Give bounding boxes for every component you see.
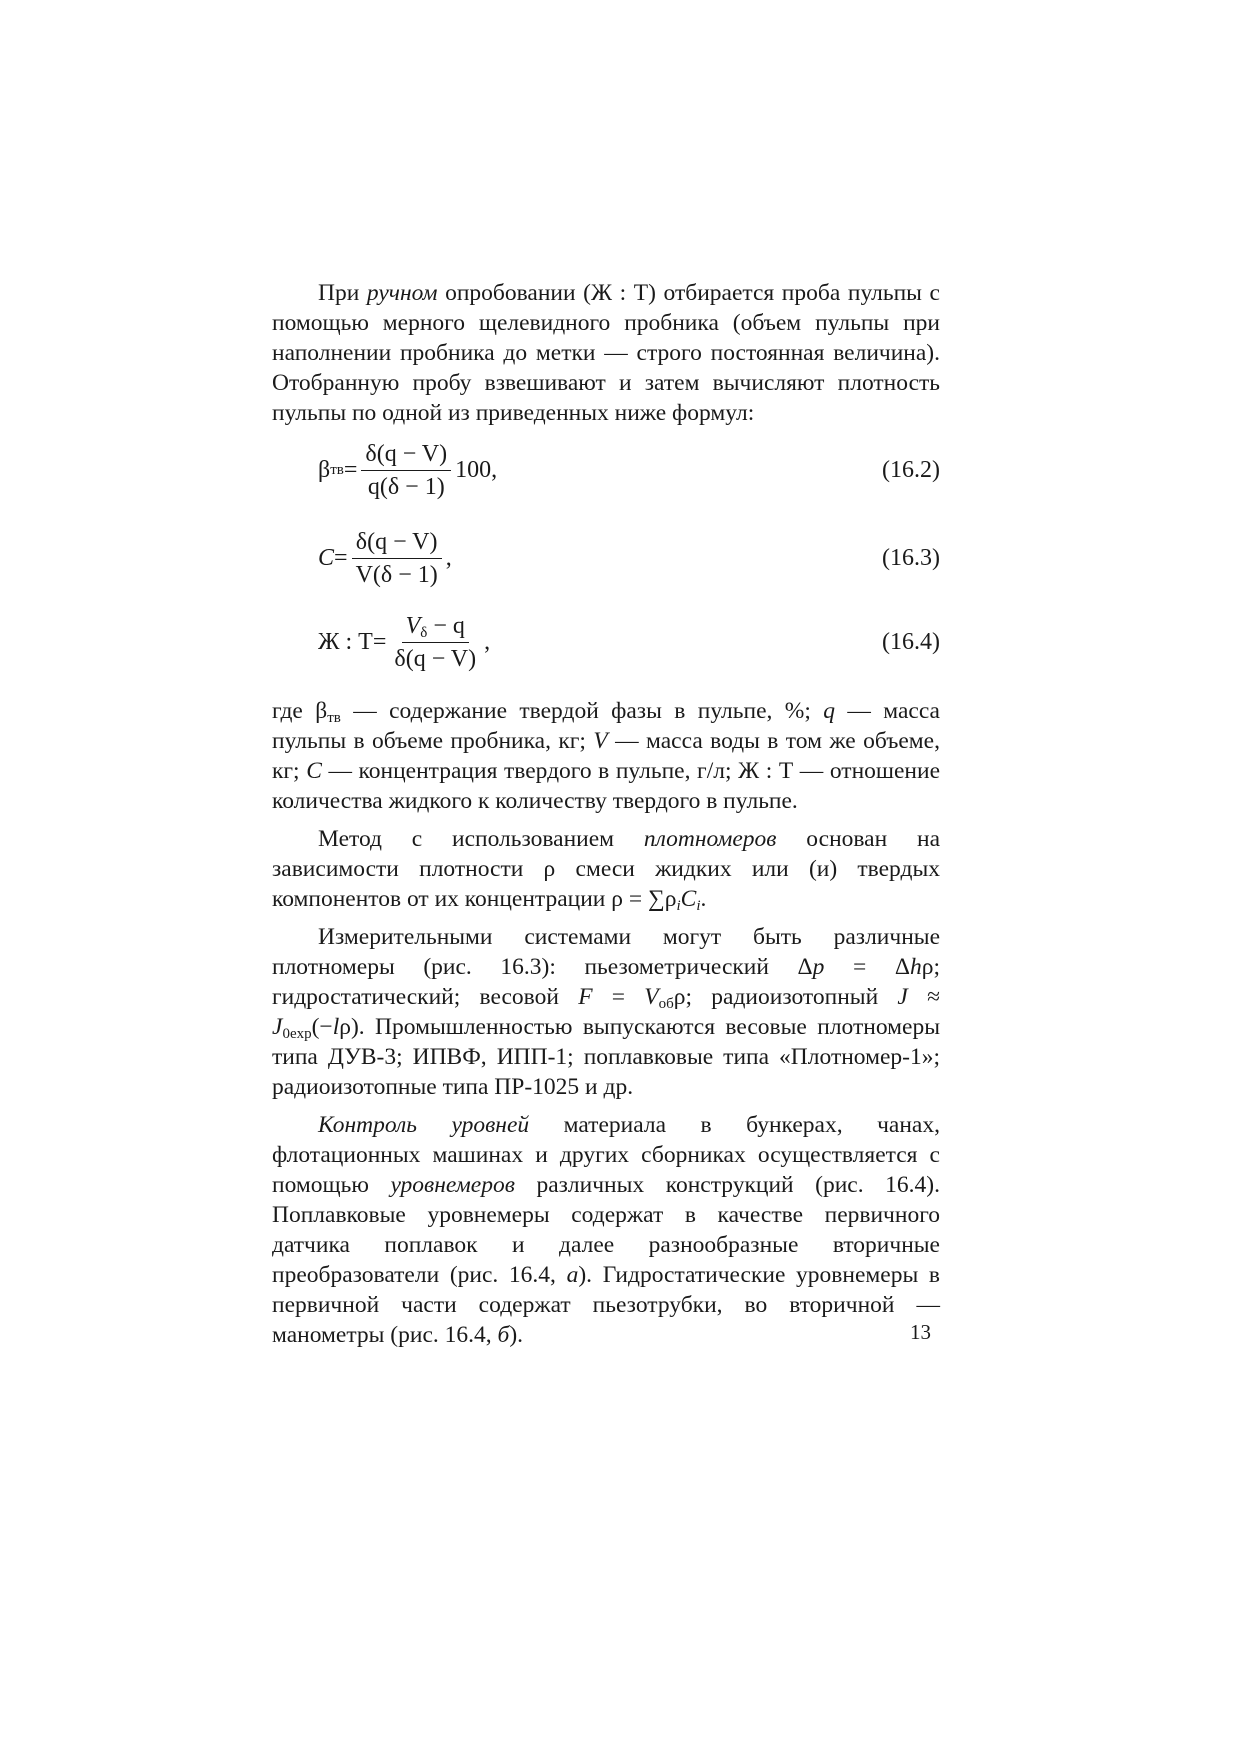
page-number: 13: [910, 1320, 931, 1344]
paragraph-manual-sampling: При ручном опробовании (Ж : Т) отбирается проба пульпы с помощью мерного щелевидного пробника (объем пульпы при наполнении пробника до метки — строго постоянная величина). Отобранную пробу взвешивают и затем вычисляют плотность пульпы по одной из приведенных ниже формул:: [272, 280, 940, 426]
formula-number: (16.2): [882, 456, 940, 483]
formula-number: (16.4): [882, 628, 940, 655]
paragraph-level-control: Контроль уровней материала в бункерах, чанах, флотационных машинах и других сборниках осуществляется с помощью уровнемеров различных конструкций (рис. 16.4). Поплавковые уровнемеры содержат в качестве первичного датчика поплавок и далее разнообразные вторичные преобразователи (рис. 16.4, а). Гидростатические уровнемеры в первичной части содержат пьезотрубки, во вторичной — манометры (рис. 16.4, б).: [272, 1112, 941, 1348]
fraction: $\frac{V_\delta - q}{\delta(q - V)}$: [394, 612, 477, 672]
formula-expression: Ж : Т = $\frac{V_\delta - q}{\delta(q - V)}$ ,: [318, 612, 491, 672]
paragraph-density-meters: Метод с использованием плотномеров основан на зависимости плотности ρ смеси жидких или (и) твердых компонентов от их концентрации $\rho = \sum\rho_iC_i$.: [272, 826, 940, 914]
paragraph-measuring-systems: Измерительными системами могут быть различные плотномеры (рис. 16.3): пьезометрический Δp = Δhρ; гидростатический; весовой $F = V_{об}\rho$; радиоизотопный $J \approx J_{0exp}(-l\rho)$. Промышленностью выпускаются весовые плотномеры типа ДУВ-3; ИПВФ, ИПП-1; поплавковые типа «Плотномер-1»; радиоизотопные типа ПР-1025 и др.: [272, 924, 940, 1100]
formula-16-3: [272, 528, 940, 588]
formula-expression: C = $\frac{\delta(q - V)}{V(\delta - 1)}$ ,: [318, 528, 452, 588]
fraction: $\frac{\delta(q - V)}{V(\delta - 1)}$: [352, 528, 442, 589]
body-text-block: [272, 696, 940, 1350]
formula-16-2: [272, 440, 940, 500]
paragraph-legend: где $\beta_{тв}$ — содержание твердой фазы в пульпе, %; q — масса пульпы в объеме пробника, кг; V — масса воды в том же объеме, кг; C — концентрация твердого в пульпе, г/л; Ж : Т — отношение количества жидкого к количеству твердого в пульпе.: [272, 698, 940, 814]
intro-paragraph-block: [272, 278, 940, 428]
formula-expression: β тв = $\frac{\delta(q - V)}{q(\delta - 1)}$ 100,: [318, 440, 498, 500]
fraction: $\frac{\delta(q - V)}{q(\delta - 1)}$: [361, 440, 451, 501]
formula-16-4: [272, 612, 940, 672]
formula-number: (16.3): [882, 544, 940, 571]
